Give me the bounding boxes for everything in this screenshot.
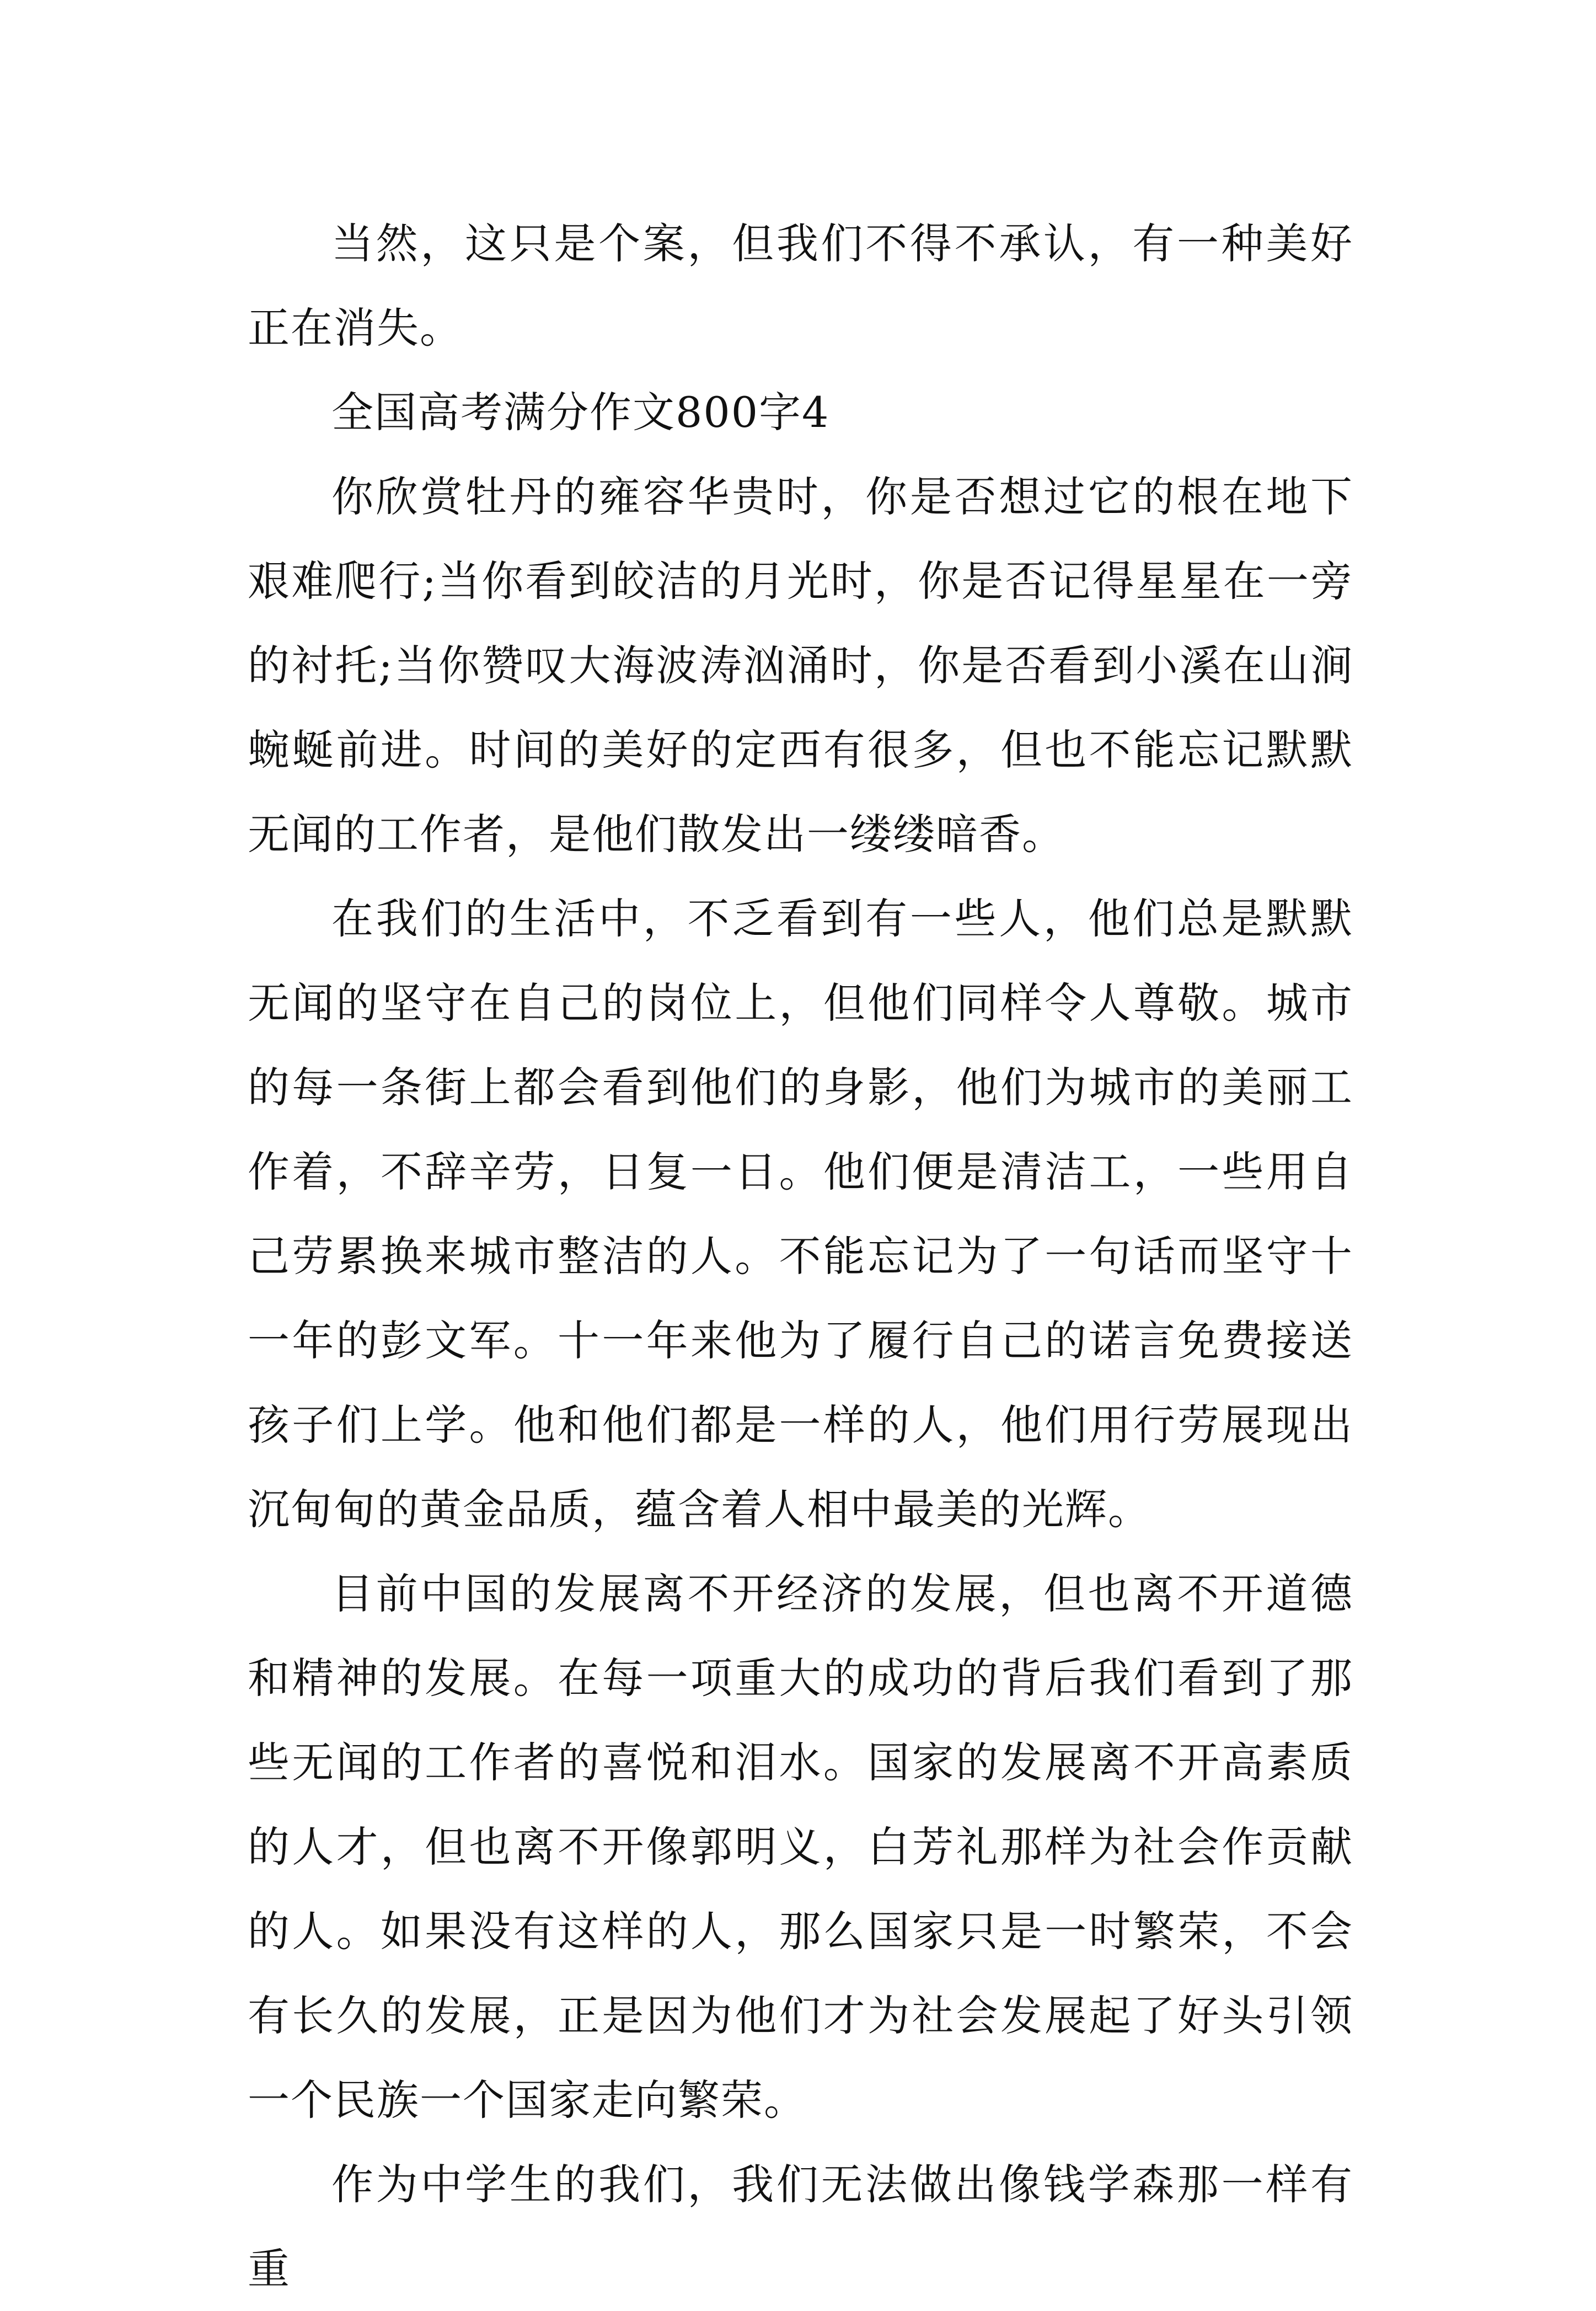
section-heading: 全国高考满分作文800字4 <box>331 388 830 437</box>
paragraph-4: 目前中国的发展离不开经济的发展，但也离不开道德和精神的发展。在每一项重大的成功的背后我们看到了那些无闻的工作者的喜悦和泪水。国家的发展离不开高素质的人才，但也离不开像郭明义，白芳礼那样为社会作贡献的人。如果没有这样的人，那么国家只是一时繁荣，不会有长久的发展，正是因为他们才为社会发展起了好头引领一个民族一个国家走向繁荣。 <box>248 1569 1353 2125</box>
paragraph-5: 作为中学生的我们，我们无法做出像钱学森那一样有重 <box>248 2160 1353 2293</box>
paragraph-3: 在我们的生活中，不乏看到有一些人，他们总是默默无闻的坚守在自己的岗位上，但他们同样令人尊敬。城市的每一条街上都会看到他们的身影，他们为城市的美丽工作着，不辞辛劳，日复一日。他们便是清洁工，一些用自己劳累换来城市整洁的人。不能忘记为了一句话而坚守十一年的彭文军。十一年来他为了履行自己的诺言免费接送孩子们上学。他和他们都是一样的人，他们用行劳展现出沉甸甸的黄金品质，蕴含着人相中最美的光辉。 <box>248 894 1353 1534</box>
paragraph-1: 当然，这只是个案，但我们不得不承认，有一种美好正在消失。 <box>248 219 1353 352</box>
document-body <box>248 201 1353 2311</box>
paragraph-2: 你欣赏牡丹的雍容华贵时，你是否想过它的根在地下艰难爬行;当你看到皎洁的月光时，你是否记得星星在一旁的衬托;当你赞叹大海波涛汹涌时，你是否看到小溪在山涧蜿蜒前进。时间的美好的定西有很多，但也不能忘记默默无闻的工作者，是他们散发出一缕缕暗香。 <box>248 472 1353 859</box>
